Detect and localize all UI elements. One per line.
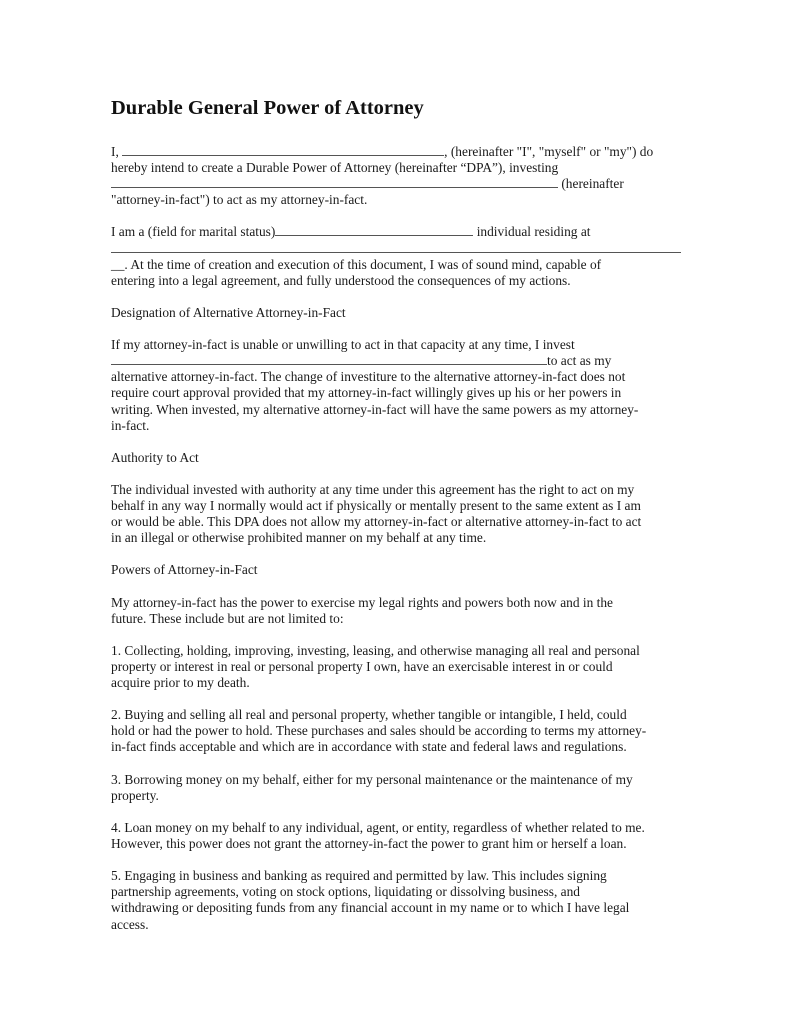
designation-text: in-fact.: [111, 417, 150, 433]
power-item-4: [111, 820, 683, 852]
power-text: partnership agreements, voting on stock options, liquidating or dissolving business, and: [111, 884, 580, 900]
power-text: acquire prior to my death.: [111, 675, 250, 691]
authority-paragraph: [111, 482, 683, 546]
power-item-2: [111, 707, 683, 755]
power-text: 4. Loan money on my behalf to any individual, agent, or entity, regardless of whether related to me.: [111, 819, 645, 835]
designation-text: writing. When invested, my alternative attorney-in-fact will have the same powers as my attorney-: [111, 401, 639, 417]
powers-intro-paragraph: [111, 595, 683, 627]
power-text: access.: [111, 916, 149, 932]
power-text: withdrawing or depositing funds from any financial account in my name or to which I have legal: [111, 900, 630, 916]
powers-intro-text: future. These include but are not limited to:: [111, 610, 344, 626]
power-text: 1. Collecting, holding, improving, investing, leasing, and otherwise managing all real and personal: [111, 642, 640, 658]
marital-status-field[interactable]: [275, 224, 473, 236]
power-text: 5. Engaging in business and banking as required and permitted by law. This includes signing: [111, 868, 607, 884]
alternative-attorney-name-field[interactable]: [111, 353, 547, 365]
authority-text: The individual invested with authority at any time under this agreement has the right to act on my: [111, 481, 635, 497]
designation-text: to act as my: [547, 353, 612, 369]
residence-address-field[interactable]: [111, 241, 681, 253]
power-item-1: [111, 643, 683, 691]
power-item-5: [111, 868, 683, 932]
residence-text: individual residing at: [473, 224, 591, 240]
residence-text: __. At the time of creation and execution of this document, I was of sound mind, capable of: [111, 256, 602, 272]
designation-text: alternative attorney-in-fact. The change of investiture to the alternative attorney-in-fact does not: [111, 369, 626, 385]
principal-name-field[interactable]: [122, 144, 444, 156]
intro-text: hereby intend to create a Durable Power of Attorney (hereinafter “DPA”), investing: [111, 160, 559, 176]
authority-text: in an illegal or otherwise prohibited manner on my behalf at any time.: [111, 530, 487, 546]
intro-text: (hereinafter: [558, 176, 624, 192]
power-item-3: [111, 772, 683, 804]
document-title: Durable General Power of Attorney: [111, 97, 424, 119]
attorney-in-fact-name-field[interactable]: [111, 176, 558, 188]
designation-heading: Designation of Alternative Attorney-in-Fact: [111, 304, 346, 320]
intro-text: "attorney-in-fact") to act as my attorney-in-fact.: [111, 192, 368, 208]
residence-text: entering into a legal agreement, and fully understood the consequences of my actions.: [111, 272, 571, 288]
document-page: [111, 94, 683, 949]
residence-paragraph: [111, 224, 683, 288]
authority-heading: Authority to Act: [111, 449, 199, 465]
power-text: property.: [111, 787, 159, 803]
residence-text: I am a (field for marital status): [111, 224, 276, 240]
power-text: 2. Buying and selling all real and personal property, whether tangible or intangible, I held, could: [111, 707, 627, 723]
intro-paragraph: [111, 144, 683, 208]
power-text: However, this power does not grant the attorney-in-fact the power to grant him or herself a loan.: [111, 836, 627, 852]
intro-text: I,: [111, 144, 123, 159]
powers-heading: Powers of Attorney-in-Fact: [111, 562, 258, 578]
designation-text: require court approval provided that my attorney-in-fact willingly gives up his or her powers in: [111, 385, 622, 401]
power-text: in-fact finds acceptable and which are in accordance with state and federal laws and regulations.: [111, 739, 627, 755]
powers-intro-text: My attorney-in-fact has the power to exercise my legal rights and powers both now and in the: [111, 594, 614, 610]
intro-text: , (hereinafter "I", "myself" or "my") do: [444, 144, 654, 159]
designation-paragraph: [111, 337, 683, 434]
designation-text: If my attorney-in-fact is unable or unwilling to act in that capacity at any time, I invest: [111, 337, 575, 353]
authority-text: behalf in any way I normally would act if physically or mentally present to the same extent as I am: [111, 498, 641, 514]
power-text: 3. Borrowing money on my behalf, either for my personal maintenance or the maintenance of my: [111, 771, 633, 787]
power-text: hold or had the power to hold. These purchases and sales should be according to terms my attorney-: [111, 723, 647, 739]
power-text: property or interest in real or personal property I own, have an exercisable interest in or could: [111, 659, 613, 674]
authority-text: or would be able. This DPA does not allow my attorney-in-fact or alternative attorney-in-fact to act: [111, 514, 642, 530]
